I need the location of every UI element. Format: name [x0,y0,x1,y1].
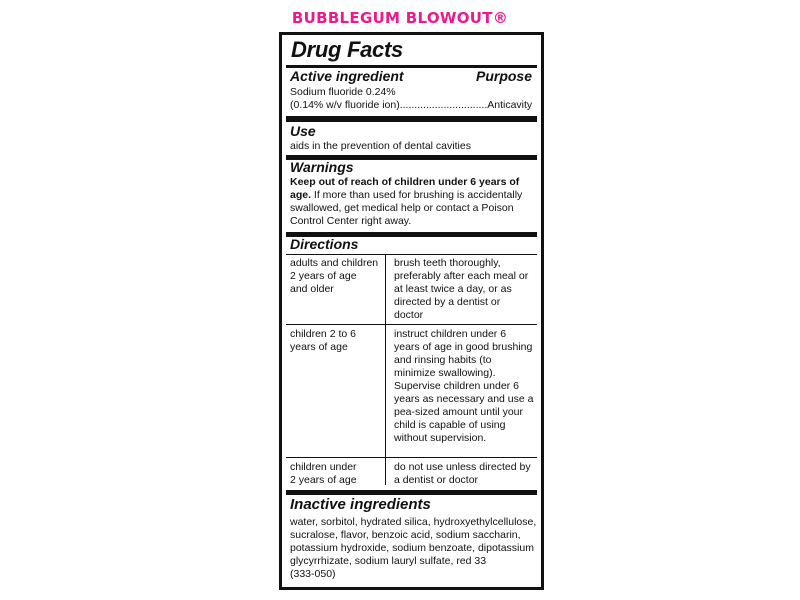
directions-table-top [286,254,537,255]
warnings-line-1: Keep out of reach of children under 6 years of [290,176,520,188]
directions-row-2-what-1: instruct children under 6 [394,328,507,340]
drug-facts-title: Drug Facts [291,37,403,62]
directions-row-2-what-8: child is capable of using [394,419,506,431]
active-ingredient-heading: Active ingredient [290,68,404,84]
directions-row-1-who-3: and older [290,283,334,295]
directions-row-1-what-3: at least twice a day, or as [394,283,512,295]
directions-row-3-who-2: 2 years of age [290,474,357,486]
directions-row-divider [286,324,537,325]
inactive-ingredients-line-1: water, sorbitol, hydrated silica, hydroxyethylcellulose, [290,516,537,528]
active-ingredient-name: Sodium fluoride 0.24% [290,86,396,98]
warnings-line-3: swallowed, get medical help or contact a Poison [290,202,514,214]
directions-row-2-what-3: and rinsing habits (to [394,354,492,366]
directions-row-2-what-6: years as necessary and use a [394,393,534,405]
brand-name: BUBBLEGUM BLOWOUT® [291,9,509,27]
directions-heading: Directions [290,236,359,252]
warnings-heading: Warnings [290,159,354,175]
inactive-ingredients-line-3: potassium hydroxide, sodium benzoate, dipotassium [290,542,534,554]
directions-row-1-what-2: preferably after each meal or [394,270,529,282]
directions-row-3-who-1: children under [290,461,357,473]
inactive-ingredients-line-5: (333-050) [290,568,336,580]
directions-row-1-what-5: doctor [394,309,424,321]
warnings-line-4: Control Center right away. [290,215,412,227]
directions-row-2-what-4: minimize swallowing). [394,367,496,379]
directions-row-3-what-1: do not use unless directed by [394,461,531,473]
directions-row-2-what-2: years of age in good brushing [394,341,533,353]
drug-facts-panel [279,32,544,590]
directions-row-2-who-2: years of age [290,341,348,353]
directions-row-2-what-7: pea-sized amount until your [394,406,523,418]
directions-row-1-what-1: brush teeth thoroughly, [394,257,501,269]
directions-row-divider [286,457,537,458]
section-divider-directions [286,490,537,495]
warnings-line-2-bold: age. [290,189,312,201]
inactive-ingredients-heading: Inactive ingredients [290,496,431,513]
directions-row-2-who-1: children 2 to 6 [290,328,356,340]
directions-row-2-what-9: without supervision. [394,432,487,444]
inactive-ingredients-line-2: sucralose, flavor, benzoic acid, sodium saccharin, [290,529,521,541]
directions-row-1-who-1: adults and children [290,257,379,269]
directions-row-2-what-5: Supervise children under 6 [394,380,519,392]
directions-column-divider [385,254,386,485]
directions-row-1-what-4: directed by a dentist or [394,296,501,308]
warnings-line-2 [290,189,522,202]
section-divider-active [286,116,537,122]
active-ingredient-purpose-line: (0.14% w/v fluoride ion)..............................Anticavity [290,99,533,111]
use-heading: Use [290,123,316,139]
warnings-line-2-rest: If more than used for brushing is accidentally [311,189,523,201]
directions-row-3-what-2: a dentist or doctor [394,474,479,486]
inactive-ingredients-line-4: glycyrrhizate, sodium lauryl sulfate, red 33 [290,555,487,567]
use-text: aids in the prevention of dental cavities [290,140,471,152]
directions-row-1-who-2: 2 years of age [290,270,357,282]
purpose-heading: Purpose [475,68,532,84]
